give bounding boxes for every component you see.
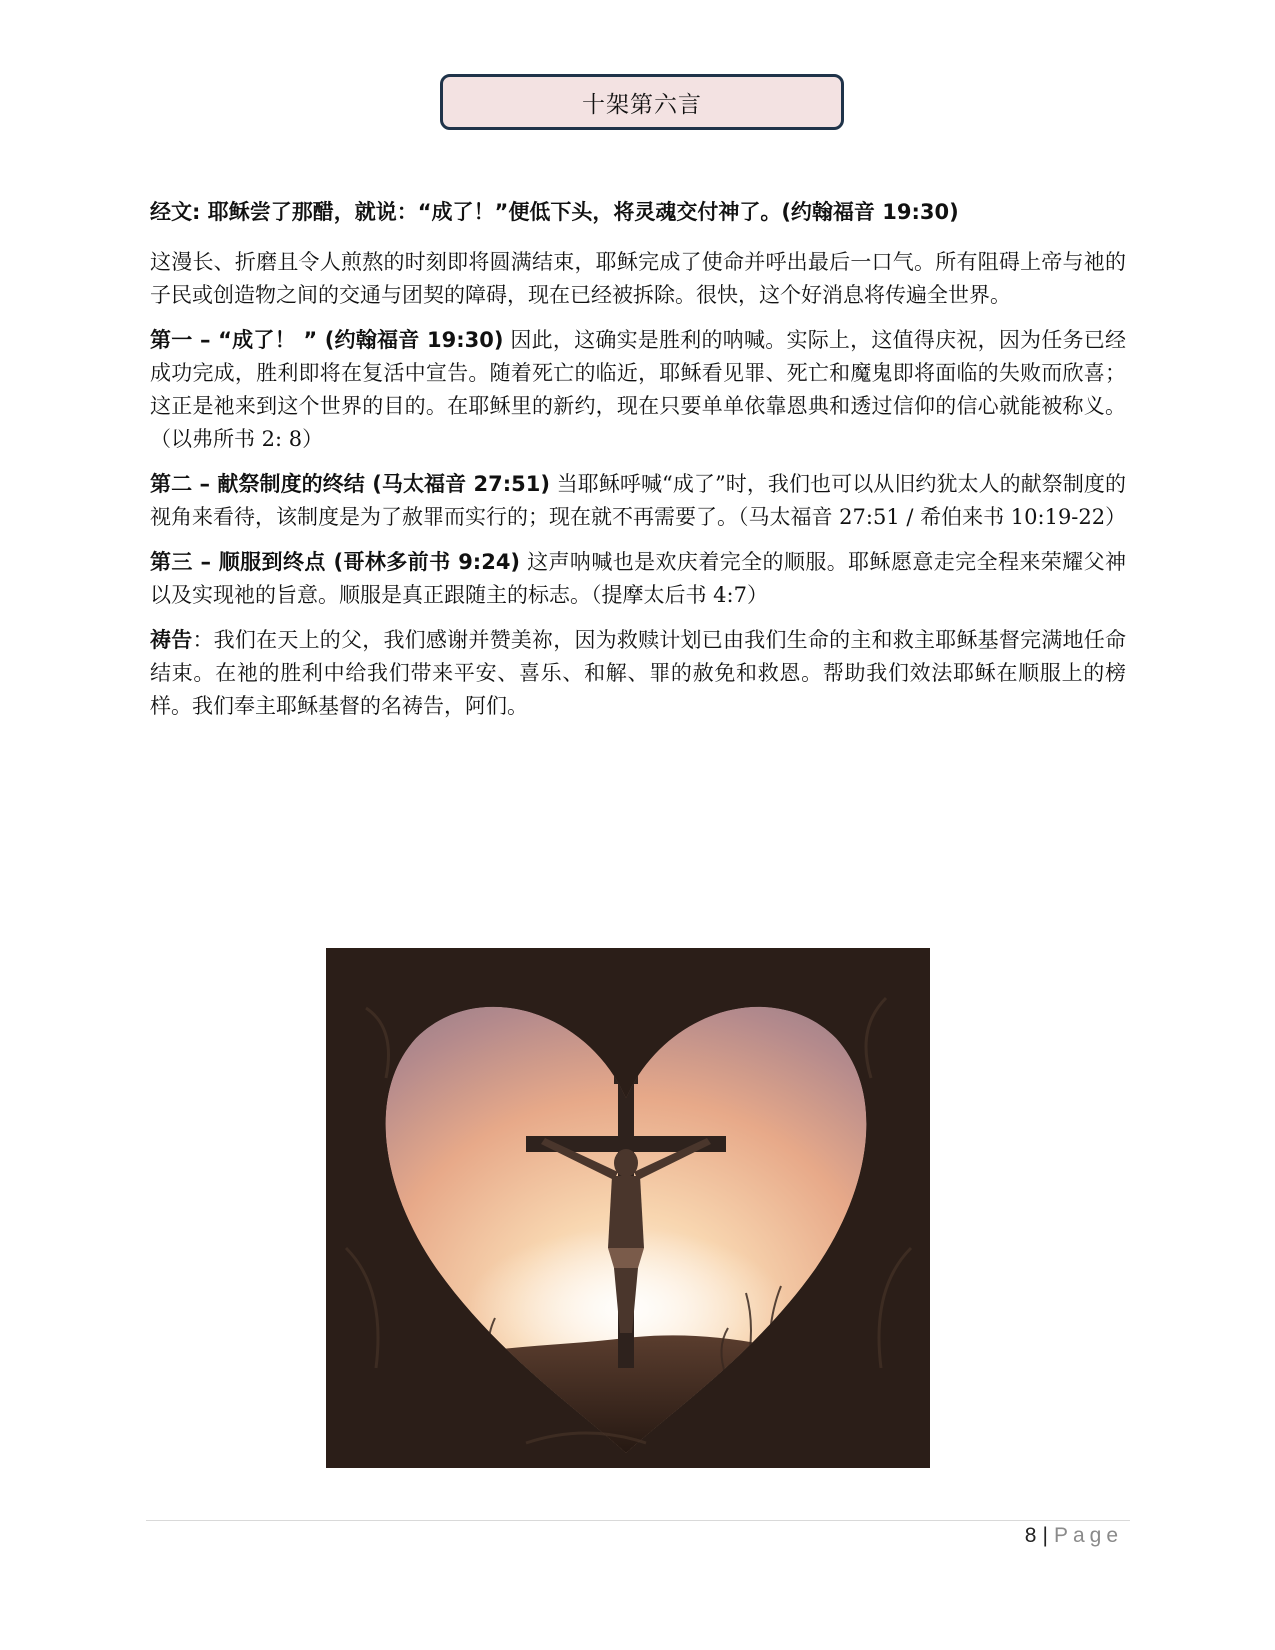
- title-box: [440, 74, 844, 130]
- point-one-body: 因此，这确实是胜利的呐喊。实际上，这值得庆祝，因为任务已经成功完成，胜利即将在复活中宣告。随着死亡的临近，耶稣看见罪、死亡和魔鬼即将面临的失败而欣喜；这正是祂来到这个世界的目的。在耶稣里的新约，现在只要单单依靠恩典和透过信仰的信心就能被称义。（以弗所书 2: 8）: [150, 328, 1126, 451]
- cross-heart-cave-illustration: [326, 948, 930, 1468]
- main-content: [150, 196, 1126, 735]
- point-three-body: 这声呐喊也是欢庆着完全的顺服。耶稣愿意走完全程来荣耀父神以及实现祂的旨意。顺服是真正跟随主的标志。（提摩太后书 4:7）: [150, 550, 1126, 607]
- prayer-heading: 祷告: [150, 628, 193, 652]
- point-two: [150, 468, 1126, 534]
- point-two-body: 当耶稣呼喊“成了”时，我们也可以从旧约犹太人的献祭制度的视角来看待，该制度是为了赦罪而实行的；现在就不再需要了。（马太福音 27:51 / 希伯来书 10:19-22）: [150, 472, 1127, 529]
- page-label: Page: [1053, 1524, 1123, 1547]
- verse-label: 经文:: [150, 200, 201, 224]
- footer-separator: |: [1042, 1524, 1048, 1547]
- cross-heart-cave-image: [326, 948, 930, 1468]
- intro-paragraph: 这漫长、折磨且令人煎熬的时刻即将圆满结束，耶稣完成了使命并呼出最后一口气。所有阻碍上帝与祂的子民或创造物之间的交通与团契的障碍，现在已经被拆除。很快，这个好消息将传遍全世界。: [150, 250, 1126, 307]
- prayer-body: ：我们在天上的父，我们感谢并赞美祢，因为救赎计划已由我们生命的主和救主耶稣基督完满地任命结束。在祂的胜利中给我们带来平安、喜乐、和解、罪的赦免和救恩。帮助我们效法耶稣在顺服上的榜样。我们奉主耶稣基督的名祷告，阿们。: [150, 628, 1127, 718]
- scripture-verse: [150, 196, 1126, 228]
- page-title: 十架第六言: [582, 91, 702, 118]
- prayer-paragraph: [150, 624, 1126, 723]
- verse-text: 耶稣尝了那醋，就说：“成了！”便低下头，将灵魂交付神了。(约翰福音 19:30): [207, 200, 959, 224]
- point-one-heading: 第一 – “成了！ ” (约翰福音 19:30): [150, 328, 504, 352]
- footer-divider: [146, 1520, 1130, 1521]
- point-one: [150, 324, 1126, 456]
- point-two-heading: 第二 – 献祭制度的终结 (马太福音 27:51): [150, 472, 550, 496]
- page-number: 8: [1024, 1524, 1037, 1547]
- point-three: [150, 546, 1126, 612]
- point-three-heading: 第三 – 顺服到终点 (哥林多前书 9:24): [150, 550, 521, 574]
- page-footer: [1025, 1524, 1123, 1548]
